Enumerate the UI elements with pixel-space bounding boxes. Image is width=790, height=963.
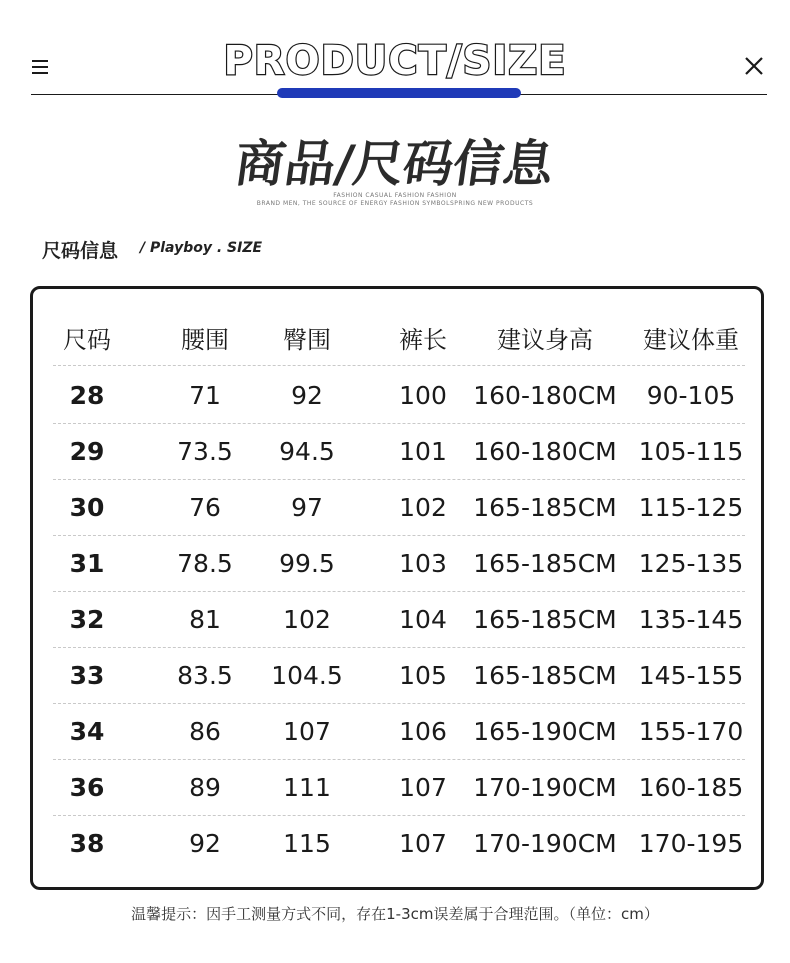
cell-waist: 92: [189, 828, 221, 858]
cell-height: 160-180CM: [473, 436, 617, 466]
cell-weight: 125-135: [638, 548, 744, 578]
cell-size: 28: [69, 380, 105, 410]
cell-waist: 71: [189, 380, 221, 410]
cell-waist: 76: [189, 492, 221, 522]
cell-hip: 115: [283, 828, 331, 858]
header-cell-height: 建议身高: [497, 325, 593, 354]
cell-size: 34: [69, 716, 105, 746]
section-sublabel: / Playboy . SIZE: [140, 240, 263, 256]
cell-length: 107: [399, 772, 447, 802]
cell-waist: 86: [189, 716, 221, 746]
cell-height: 165-185CM: [473, 604, 617, 634]
cell-length: 103: [399, 548, 447, 578]
measurement-note: 温馨提示：因手工测量方式不同，存在1-3cm误差属于合理范围。（单位：cm）: [131, 905, 659, 923]
cell-size: 38: [69, 828, 105, 858]
cell-hip: 111: [283, 772, 331, 802]
cell-waist: 83.5: [177, 660, 233, 690]
table-row: [33, 703, 761, 759]
cell-hip: 97: [291, 492, 323, 522]
cell-waist: 78.5: [177, 548, 233, 578]
close-icon[interactable]: [741, 53, 767, 79]
cell-hip: 107: [283, 716, 331, 746]
cell-hip: 104.5: [271, 660, 343, 690]
cell-size: 32: [69, 604, 105, 634]
header-cell-hip: 臀围: [283, 325, 331, 354]
cell-length: 106: [399, 716, 447, 746]
cell-length: 107: [399, 828, 447, 858]
table-row: [33, 815, 761, 871]
cell-length: 102: [399, 492, 447, 522]
cell-hip: 102: [283, 604, 331, 634]
cell-hip: 94.5: [279, 436, 335, 466]
cell-weight: 155-170: [638, 716, 744, 746]
cell-size: 33: [69, 660, 105, 690]
cell-waist: 89: [189, 772, 221, 802]
cell-weight: 170-195: [638, 828, 744, 858]
cell-height: 165-185CM: [473, 548, 617, 578]
cell-hip: 92: [291, 380, 323, 410]
table-row: [33, 591, 761, 647]
main-title: 商品/尺码信息: [231, 135, 558, 193]
cell-weight: 135-145: [638, 604, 744, 634]
table-row: [33, 367, 761, 423]
cell-size: 29: [69, 436, 105, 466]
cell-height: 165-185CM: [473, 492, 617, 522]
tagline-line-2: BRAND MEN, THE SOURCE OF ENERGY FASHION SYMBOLSPRING NEW PRODUCTS: [256, 200, 534, 207]
cell-height: 170-190CM: [473, 828, 617, 858]
table-row: [33, 647, 761, 703]
cell-size: 36: [69, 772, 105, 802]
cell-size: 30: [69, 492, 105, 522]
header-accent-bar: [277, 88, 521, 98]
page-heading-product-size: PRODUCT/SIZE: [223, 38, 567, 84]
cell-weight: 145-155: [638, 660, 744, 690]
tagline-line-1: FASHION CASUAL FASHION FASHION: [333, 192, 457, 199]
cell-height: 165-185CM: [473, 660, 617, 690]
cell-waist: 73.5: [177, 436, 233, 466]
table-row: [33, 479, 761, 535]
header-cell-length: 裤长: [399, 325, 447, 354]
size-table: [30, 286, 764, 890]
cell-weight: 90-105: [646, 380, 736, 410]
header-cell-weight: 建议体重: [643, 325, 739, 354]
cell-hip: 99.5: [279, 548, 335, 578]
table-header-row: [33, 311, 761, 363]
cell-length: 104: [399, 604, 447, 634]
cell-size: 31: [69, 548, 105, 578]
cell-weight: 160-185: [638, 772, 744, 802]
cell-height: 165-190CM: [473, 716, 617, 746]
cell-weight: 115-125: [638, 492, 744, 522]
cell-length: 100: [399, 380, 447, 410]
cell-weight: 105-115: [638, 436, 744, 466]
table-row: [33, 759, 761, 815]
header-cell-waist: 腰围: [181, 325, 229, 354]
cell-length: 101: [399, 436, 447, 466]
section-label: 尺码信息: [42, 240, 119, 262]
cell-height: 170-190CM: [473, 772, 617, 802]
row-divider: [53, 365, 745, 366]
table-row: [33, 423, 761, 479]
cell-length: 105: [399, 660, 447, 690]
cell-waist: 81: [189, 604, 221, 634]
table-row: [33, 535, 761, 591]
cell-height: 160-180CM: [473, 380, 617, 410]
header-cell-size: 尺码: [63, 325, 111, 354]
